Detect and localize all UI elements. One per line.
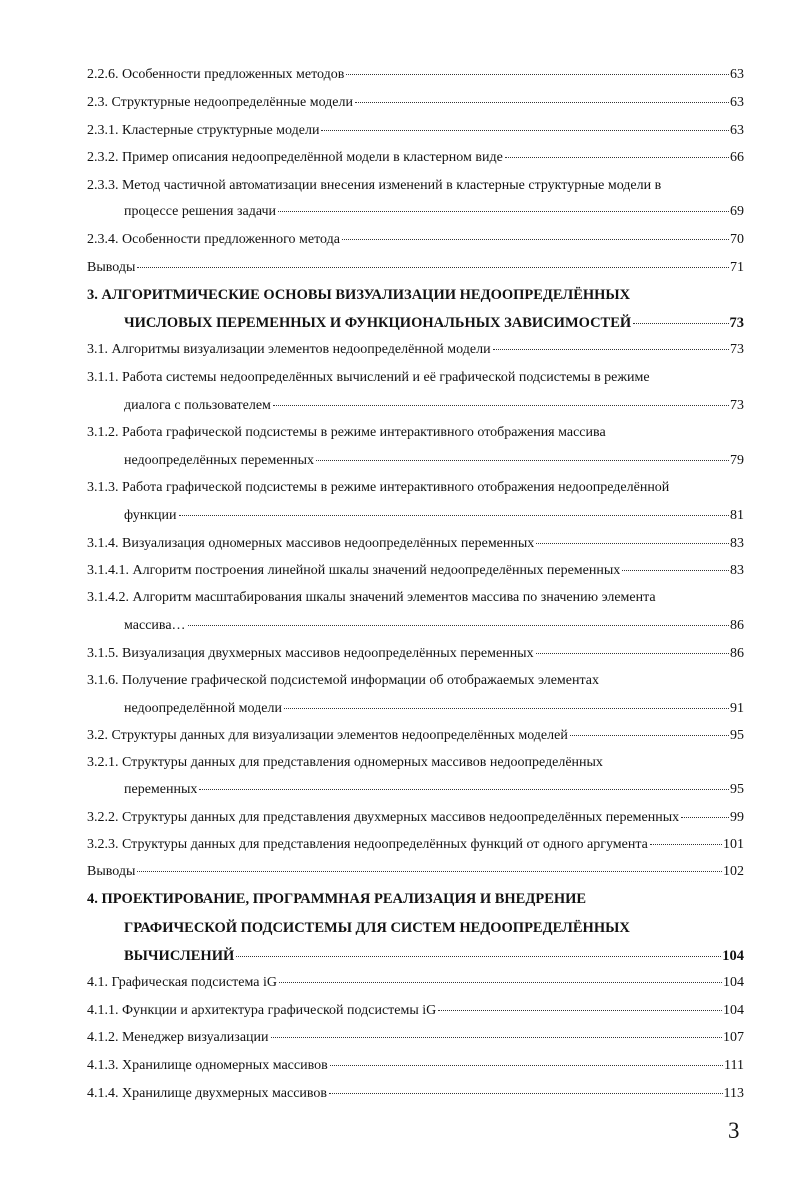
dot-leader <box>236 956 721 957</box>
toc-entry-title: ГРАФИЧЕСКОЙ ПОДСИСТЕМЫ ДЛЯ СИСТЕМ НЕДООПРЕДЕЛЁННЫХ <box>124 920 630 936</box>
toc-page-number: 102 <box>723 864 744 879</box>
dot-leader <box>622 570 729 571</box>
toc-line <box>87 809 744 827</box>
toc-entry-title: Выводы <box>87 260 136 275</box>
toc-page-number: 101 <box>723 837 744 852</box>
toc-line <box>87 727 744 745</box>
toc-entry-title: 4.1.3. Хранилище одномерных массивов <box>87 1058 328 1073</box>
dot-leader <box>536 543 729 544</box>
toc-line <box>87 974 744 992</box>
toc-entry-title: 3. АЛГОРИТМИЧЕСКИЕ ОСНОВЫ ВИЗУАЛИЗАЦИИ НЕДООПРЕДЕЛЁННЫХ <box>87 287 631 303</box>
toc-entry-title: массива… <box>124 618 186 633</box>
toc-page-number: 73 <box>729 315 744 331</box>
toc-line <box>87 149 744 167</box>
toc-page-number: 95 <box>730 728 744 743</box>
dot-leader <box>330 1065 723 1066</box>
toc-entry-title: 3.2.2. Структуры данных для представления двухмерных массивов недоопределённых переменных <box>87 810 680 825</box>
toc-line <box>87 122 744 140</box>
toc-line <box>124 700 744 718</box>
toc-page-number: 73 <box>730 398 744 413</box>
toc-line <box>124 507 744 525</box>
toc-page-number: 63 <box>730 67 744 82</box>
dot-leader <box>633 323 728 324</box>
toc-page-number: 99 <box>730 810 744 825</box>
toc-page-number: 73 <box>730 342 744 357</box>
toc-page-number: 63 <box>730 123 744 138</box>
toc-line <box>87 754 744 772</box>
toc-page-number: 83 <box>730 536 744 551</box>
dot-leader <box>355 102 729 103</box>
toc-entry-title: 2.3.3. Метод частичной автоматизации внесения изменений в кластерные структурные модели в <box>87 178 662 193</box>
toc-entry-title: 3.2. Структуры данных для визуализации элементов недоопределённых моделей <box>87 728 568 743</box>
toc-page-number: 69 <box>730 204 744 219</box>
dot-leader <box>271 1037 722 1038</box>
dot-leader <box>137 871 722 872</box>
toc-entry-title: 3.1.2. Работа графической подсистемы в режиме интерактивного отображения массива <box>87 425 606 440</box>
toc-line <box>124 617 744 635</box>
toc-entry-title: Выводы <box>87 864 136 879</box>
toc-entry-title: процессе решения задачи <box>124 204 277 219</box>
toc-line <box>87 94 744 112</box>
dot-leader <box>342 239 729 240</box>
toc-line <box>124 781 744 799</box>
dot-leader <box>505 157 729 158</box>
toc-line <box>87 177 744 195</box>
toc-page-number: 83 <box>730 563 744 578</box>
toc-entry-title: 4.1.4. Хранилище двухмерных массивов <box>87 1086 328 1101</box>
toc-line <box>87 424 744 442</box>
toc-line <box>87 890 744 908</box>
toc-entry-title: 2.2.6. Особенности предложенных методов <box>87 67 345 82</box>
dot-leader <box>278 211 729 212</box>
toc-entry-title: 3.1.1. Работа системы недоопределённых вычислений и её графической подсистемы в режиме <box>87 370 650 385</box>
page-number: 3 <box>728 1118 740 1143</box>
toc-line <box>87 231 744 249</box>
toc-entry-title: переменных <box>124 782 198 797</box>
toc-line <box>87 645 744 663</box>
toc-line <box>87 1057 744 1075</box>
dot-leader <box>137 267 729 268</box>
toc-page-number: 107 <box>723 1030 744 1045</box>
toc-entry-title: 3.1. Алгоритмы визуализации элементов недоопределённой модели <box>87 342 491 357</box>
dot-leader <box>316 460 729 461</box>
dot-leader <box>329 1093 722 1094</box>
dot-leader <box>438 1010 722 1011</box>
toc-line <box>124 919 744 937</box>
toc-line <box>87 1085 744 1103</box>
toc-page-number: 95 <box>730 782 744 797</box>
toc-line <box>87 1029 744 1047</box>
toc-line <box>87 589 744 607</box>
dot-leader <box>273 405 729 406</box>
toc-line <box>124 397 744 415</box>
toc-line <box>87 1002 744 1020</box>
toc-line <box>124 452 744 470</box>
dot-leader <box>199 789 729 790</box>
dot-leader <box>321 130 729 131</box>
toc-entry-title: 4.1.1. Функции и архитектура графической подсистемы iG <box>87 1003 437 1018</box>
toc-page-number: 111 <box>724 1058 744 1073</box>
dot-leader <box>493 349 729 350</box>
toc-entry-title: 3.1.4.1. Алгоритм построения линейной шкалы значений недоопределённых переменных <box>87 563 621 578</box>
toc-line <box>87 672 744 690</box>
toc-entry-title: 4.1. Графическая подсистема iG <box>87 975 277 990</box>
toc-page-number: 66 <box>730 150 744 165</box>
toc-page-number: 70 <box>730 232 744 247</box>
toc-entry-title: 4. ПРОЕКТИРОВАНИЕ, ПРОГРАММНАЯ РЕАЛИЗАЦИЯ И ВНЕДРЕНИЕ <box>87 891 587 907</box>
toc-line <box>87 341 744 359</box>
dot-leader <box>650 844 722 845</box>
toc-line <box>87 836 744 854</box>
dot-leader <box>570 735 729 736</box>
toc-entry-title: функции <box>124 508 177 523</box>
toc-entry-title: диалога с пользователем <box>124 398 271 413</box>
toc-line <box>87 863 744 881</box>
toc-page-number: 86 <box>730 618 744 633</box>
toc-line <box>87 535 744 553</box>
toc-page-number: 81 <box>730 508 744 523</box>
toc-line <box>87 479 744 497</box>
toc-entry-title: ВЫЧИСЛЕНИЙ <box>124 948 235 964</box>
toc-line <box>87 286 744 304</box>
toc-line <box>87 562 744 580</box>
toc-page-number: 104 <box>723 975 744 990</box>
toc-page-number: 71 <box>730 260 744 275</box>
toc-entry-title: 2.3. Структурные недоопределённые модели <box>87 95 353 110</box>
dot-leader <box>536 653 729 654</box>
toc-entry-title: 3.1.4.2. Алгоритм масштабирования шкалы значений элементов массива по значению элемента <box>87 590 656 605</box>
dot-leader <box>346 74 729 75</box>
toc-line <box>87 369 744 387</box>
toc-page-number: 86 <box>730 646 744 661</box>
toc-entry-title: 2.3.1. Кластерные структурные модели <box>87 123 320 138</box>
dot-leader <box>179 515 730 516</box>
dot-leader <box>681 817 729 818</box>
toc-line <box>87 66 744 84</box>
toc-entry-title: 2.3.2. Пример описания недоопределённой модели в кластерном виде <box>87 150 503 165</box>
dot-leader <box>188 625 729 626</box>
toc-entry-title: ЧИСЛОВЫХ ПЕРЕМЕННЫХ И ФУНКЦИОНАЛЬНЫХ ЗАВИСИМОСТЕЙ <box>124 315 632 331</box>
toc-entry-title: недоопределённой модели <box>124 701 282 716</box>
toc-entry-title: 3.2.1. Структуры данных для представления одномерных массивов недоопределённых <box>87 755 603 770</box>
toc-line <box>124 314 744 332</box>
toc-page-number: 104 <box>723 1003 744 1018</box>
toc-line <box>87 259 744 277</box>
toc-page-number: 79 <box>730 453 744 468</box>
toc-entry-title: 3.1.4. Визуализация одномерных массивов недоопределённых переменных <box>87 536 535 551</box>
toc-page-number: 104 <box>722 948 744 964</box>
toc-entry-title: 3.1.6. Получение графической подсистемой информации об отображаемых элементах <box>87 673 599 688</box>
toc-line <box>124 203 744 221</box>
toc-entry-title: 3.2.3. Структуры данных для представления недоопределённых функций от одного аргумента <box>87 837 648 852</box>
toc-entry-title: 4.1.2. Менеджер визуализации <box>87 1030 269 1045</box>
toc-page-number: 113 <box>723 1086 744 1101</box>
dot-leader <box>279 982 722 983</box>
toc-page-number: 63 <box>730 95 744 110</box>
toc-entry-title: недоопределённых переменных <box>124 453 314 468</box>
toc-entry-title: 3.1.5. Визуализация двухмерных массивов недоопределённых переменных <box>87 646 534 661</box>
dot-leader <box>284 708 729 709</box>
toc-entry-title: 2.3.4. Особенности предложенного метода <box>87 232 340 247</box>
toc-entry-title: 3.1.3. Работа графической подсистемы в режиме интерактивного отображения недоопределённой <box>87 480 670 495</box>
toc-page-number: 91 <box>730 701 744 716</box>
toc-line <box>124 947 744 965</box>
